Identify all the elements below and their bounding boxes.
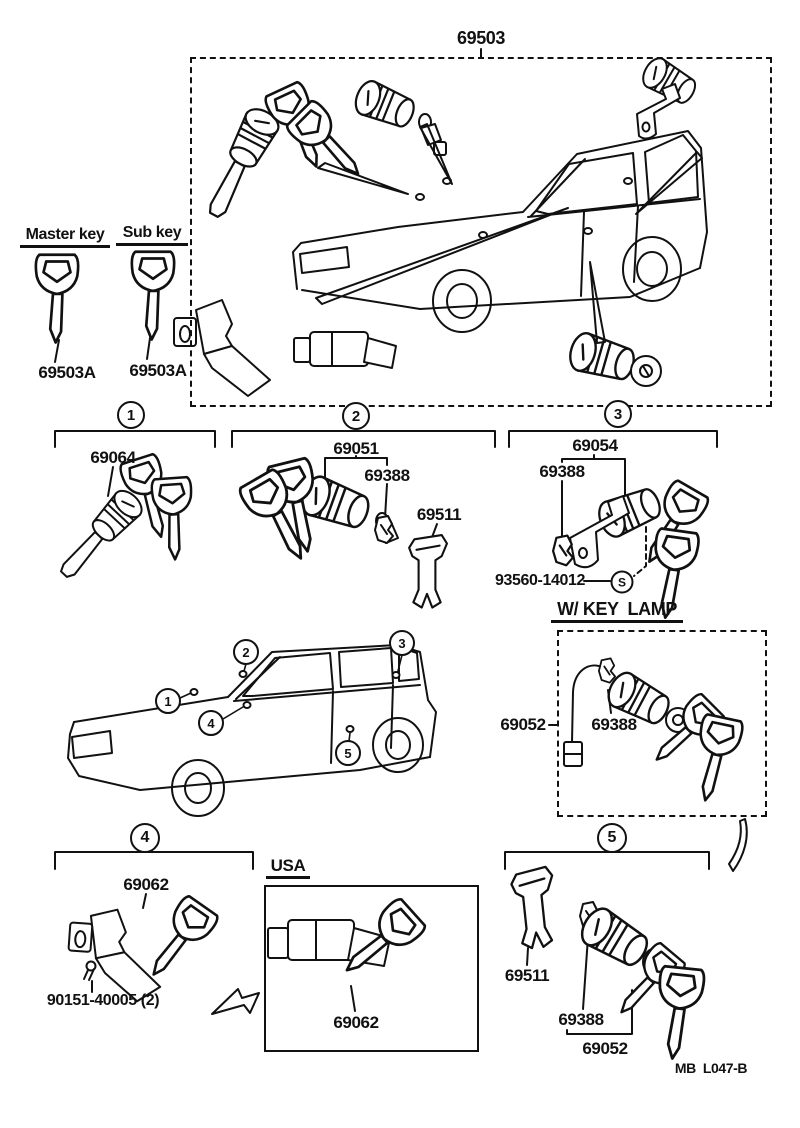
section5-callout: 5 (597, 823, 627, 853)
screw-symbol-badge: S (611, 571, 634, 594)
lock4-leader (143, 894, 146, 908)
part-label-69052-s5: 69052 (582, 1039, 628, 1058)
part-label-69062-s4: 69062 (123, 875, 169, 894)
car-side-drawing (68, 645, 436, 816)
car-callout-5: 5 (335, 740, 361, 766)
sub-key-part-label: 69503A (129, 361, 187, 380)
section2-callout: 2 (342, 402, 370, 430)
part-label-69388-keylamp: 69388 (591, 715, 637, 734)
curved-arrow (729, 819, 747, 871)
pad2-drawing (409, 535, 447, 607)
assembly-code-label: 69503 (456, 28, 506, 48)
section1-callout: 1 (117, 401, 145, 429)
pad5-drawing (510, 866, 559, 949)
lock1-drawing (52, 453, 196, 584)
lock4-drawing (65, 906, 165, 1002)
part-label-69388-s2: 69388 (364, 466, 410, 485)
part-label-69054: 69054 (572, 436, 618, 455)
part-label-69388-s5: 69388 (558, 1010, 604, 1029)
section1-bracket (55, 431, 215, 447)
car-callout-4: 4 (198, 710, 224, 736)
part-label-69062-usa: 69062 (333, 1013, 379, 1032)
master-key-label: Master key (20, 227, 110, 248)
sub-key-leader (147, 338, 150, 359)
section3-callout: 3 (604, 400, 632, 428)
master-key-drawing (36, 255, 78, 343)
cylinder5-drawing (576, 903, 705, 1060)
usa-heading: USA (266, 857, 310, 879)
part-label-69511-s2: 69511 (416, 505, 462, 524)
lock1-leader (108, 467, 113, 496)
car-callout-1: 1 (155, 688, 181, 714)
part-label-93560-14012: 93560-14012 (495, 572, 585, 589)
sub-key-label: Sub key (116, 225, 188, 246)
key-lamp-heading: W/ KEY LAMP (551, 600, 683, 623)
section4-bracket (55, 852, 253, 869)
assembly-set-box (190, 57, 772, 407)
part-label-90151-40005: 90151-40005 (2) (46, 992, 160, 1009)
key-lamp-box (557, 630, 767, 817)
figure-code-label: MB L047-B (674, 1060, 748, 1076)
screw4-drawing (84, 962, 96, 993)
section4-callout: 4 (130, 823, 160, 853)
part-label-69051: 69051 (333, 439, 379, 458)
part-label-69064: 69064 (90, 448, 136, 467)
part-label-69511-s5: 69511 (504, 966, 550, 985)
hollow-arrow (212, 989, 259, 1014)
lock4-key-drawing (138, 894, 220, 987)
master-key-part-label: 69503A (38, 363, 96, 382)
sub-key-drawing (132, 252, 174, 340)
car-callout-3: 3 (389, 630, 415, 656)
part-label-69388-s3: 69388 (539, 462, 585, 481)
part-label-69052-keylamp: 69052 (500, 715, 546, 734)
section5-bracket (505, 852, 709, 869)
car-callout-2: 2 (233, 639, 259, 665)
clip3-drawing (553, 536, 573, 566)
